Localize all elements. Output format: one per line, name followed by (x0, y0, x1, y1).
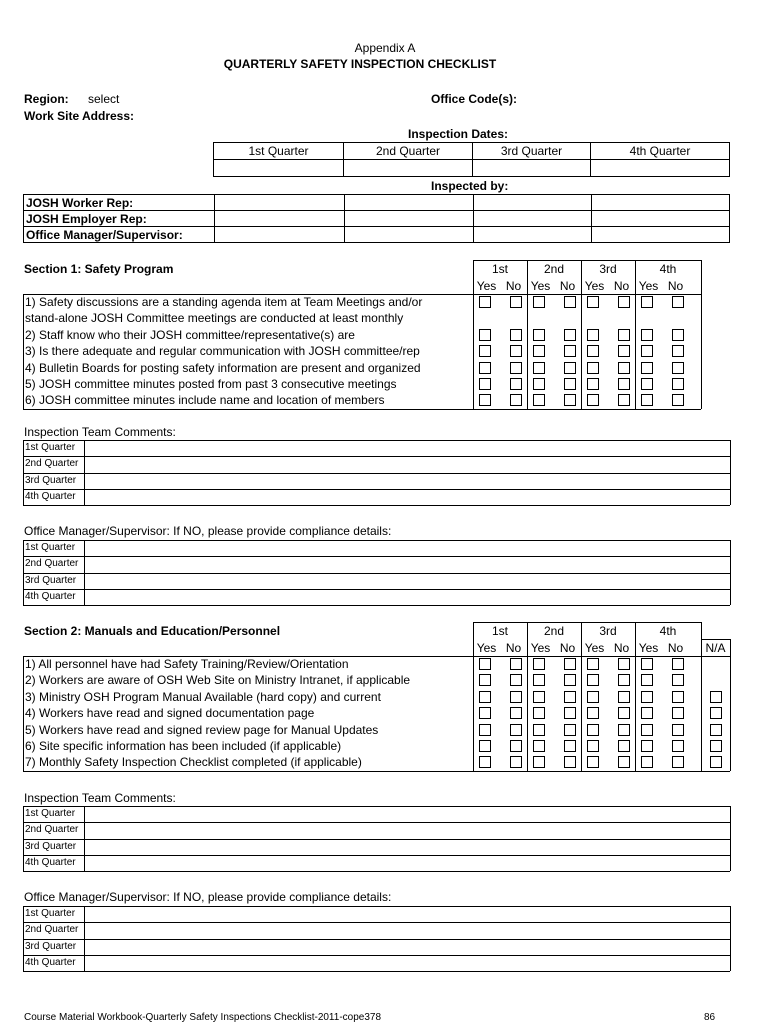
quarter-header: 1st Quarter (214, 143, 344, 160)
quarter-header: 2nd Quarter (344, 143, 473, 160)
yes-checkbox[interactable] (533, 707, 545, 719)
grid-line (23, 294, 24, 409)
grid-line (473, 294, 474, 409)
no-checkbox[interactable] (510, 707, 522, 719)
grid-line (23, 955, 730, 956)
grid-line (84, 540, 85, 605)
grid-line (701, 639, 730, 640)
grid-line (701, 294, 702, 409)
grid-line (527, 656, 528, 771)
grid-line (84, 806, 85, 871)
comment-field[interactable] (84, 906, 730, 922)
na-checkbox[interactable] (710, 740, 722, 752)
yes-checkbox[interactable] (641, 707, 653, 719)
no-checkbox[interactable] (510, 724, 522, 736)
yes-column-header: Yes (638, 641, 659, 655)
no-checkbox[interactable] (672, 674, 684, 686)
no-checkbox[interactable] (564, 658, 576, 670)
yes-checkbox[interactable] (587, 674, 599, 686)
yes-checkbox[interactable] (587, 756, 599, 768)
no-checkbox[interactable] (672, 707, 684, 719)
no-column-header: No (559, 279, 576, 293)
grid-line (23, 440, 24, 505)
no-checkbox[interactable] (618, 674, 630, 686)
grid-line (581, 294, 582, 409)
yes-checkbox[interactable] (587, 740, 599, 752)
no-checkbox[interactable] (672, 329, 684, 341)
inspected-by-label: Inspected by: (431, 179, 509, 193)
grid-line (23, 556, 730, 557)
grid-line (527, 622, 528, 656)
na-checkbox[interactable] (710, 691, 722, 703)
comment-field[interactable] (84, 540, 730, 556)
yes-checkbox[interactable] (479, 394, 491, 406)
no-column-header: No (613, 641, 630, 655)
yes-checkbox[interactable] (533, 378, 545, 390)
date-cell[interactable] (591, 160, 730, 177)
grid-line (635, 656, 636, 771)
no-checkbox[interactable] (618, 296, 630, 308)
no-column-header: No (559, 641, 576, 655)
no-checkbox[interactable] (618, 378, 630, 390)
no-checkbox[interactable] (618, 724, 630, 736)
grid-line (473, 260, 701, 261)
no-checkbox[interactable] (564, 394, 576, 406)
yes-checkbox[interactable] (479, 756, 491, 768)
grid-line (23, 409, 701, 410)
yes-checkbox[interactable] (641, 378, 653, 390)
yes-column-header: Yes (476, 641, 497, 655)
page-number: 86 (704, 1012, 716, 1023)
section1-team-comments-label: Inspection Team Comments: (24, 425, 176, 439)
yes-checkbox[interactable] (533, 740, 545, 752)
grid-line (23, 939, 730, 940)
yes-checkbox[interactable] (587, 724, 599, 736)
checklist-item: stand-alone JOSH Committee meetings are conducted at least monthly (25, 311, 404, 326)
comment-field[interactable] (84, 839, 730, 855)
section2-team-comments-label: Inspection Team Comments: (24, 791, 176, 805)
rep-cell[interactable] (345, 195, 474, 211)
rep-cell[interactable] (215, 227, 345, 243)
no-checkbox[interactable] (672, 296, 684, 308)
yes-checkbox[interactable] (533, 296, 545, 308)
yes-checkbox[interactable] (587, 658, 599, 670)
checklist-item: 5) Workers have read and signed review page for Manual Updates (25, 722, 379, 737)
yes-checkbox[interactable] (641, 674, 653, 686)
comment-field[interactable] (84, 489, 730, 505)
grid-line (23, 806, 24, 871)
grid-line (23, 806, 730, 807)
grid-line (23, 656, 24, 771)
grid-line (23, 440, 730, 441)
date-cell[interactable] (214, 160, 344, 177)
yes-checkbox[interactable] (533, 724, 545, 736)
yes-checkbox[interactable] (587, 707, 599, 719)
comment-field[interactable] (84, 955, 730, 971)
inspection-dates-label: Inspection Dates: (408, 127, 509, 141)
rep-cell[interactable] (215, 195, 345, 211)
comment-field[interactable] (84, 573, 730, 589)
grid-line (473, 656, 474, 771)
inspection-dates-table (213, 142, 730, 177)
grid-line (473, 622, 701, 623)
yes-checkbox[interactable] (641, 658, 653, 670)
comment-quarter-label: 1st Quarter (25, 808, 76, 819)
region-select[interactable]: select (88, 92, 120, 106)
rep-cell[interactable] (215, 211, 345, 227)
no-checkbox[interactable] (672, 362, 684, 374)
grid-line (23, 540, 730, 541)
yes-checkbox[interactable] (479, 296, 491, 308)
yes-checkbox[interactable] (479, 740, 491, 752)
yes-checkbox[interactable] (587, 329, 599, 341)
yes-checkbox[interactable] (587, 296, 599, 308)
no-column-header: No (667, 279, 684, 293)
grid-line (635, 294, 636, 409)
comment-quarter-label: 3rd Quarter (25, 474, 77, 486)
no-checkbox[interactable] (618, 756, 630, 768)
comment-quarter-label: 1st Quarter (25, 908, 76, 919)
grid-line (23, 540, 24, 605)
comment-quarter-label: 2nd Quarter (25, 824, 79, 836)
checklist-item: 6) Site specific information has been included (if applicable) (25, 739, 342, 753)
no-checkbox[interactable] (510, 394, 522, 406)
no-column-header: No (505, 641, 522, 655)
work-site-label: Work Site Address: (24, 109, 135, 123)
yes-checkbox[interactable] (479, 658, 491, 670)
grid-line (23, 871, 730, 872)
checklist-item: 1) Safety discussions are a standing agenda item at Team Meetings and/or (25, 295, 423, 309)
yes-checkbox[interactable] (479, 378, 491, 390)
no-checkbox[interactable] (510, 296, 522, 308)
no-checkbox[interactable] (672, 658, 684, 670)
no-checkbox[interactable] (564, 296, 576, 308)
no-column-header: No (613, 279, 630, 293)
comment-quarter-label: 1st Quarter (25, 442, 76, 453)
grid-line (23, 589, 730, 590)
comment-field[interactable] (84, 556, 730, 572)
yes-checkbox[interactable] (587, 394, 599, 406)
grid-line (84, 440, 85, 505)
yes-checkbox[interactable] (479, 362, 491, 374)
comment-field[interactable] (84, 855, 730, 871)
yes-checkbox[interactable] (533, 345, 545, 357)
checklist-item: 1) All personnel have had Safety Training/Review/Orientation (25, 657, 349, 671)
yes-checkbox[interactable] (533, 674, 545, 686)
na-checkbox[interactable] (710, 707, 722, 719)
yes-checkbox[interactable] (479, 707, 491, 719)
comment-field[interactable] (84, 939, 730, 955)
grid-line (23, 855, 730, 856)
comment-quarter-label: 4th Quarter (25, 956, 76, 968)
comment-field[interactable] (84, 473, 730, 489)
quarter-column-header: 2nd (543, 624, 565, 638)
no-checkbox[interactable] (510, 329, 522, 341)
rep-cell[interactable] (474, 227, 592, 243)
na-checkbox[interactable] (710, 724, 722, 736)
comment-field[interactable] (84, 922, 730, 938)
rep-label: JOSH Worker Rep: (24, 195, 215, 211)
yes-checkbox[interactable] (533, 329, 545, 341)
grid-line (581, 622, 582, 656)
grid-line (527, 294, 528, 409)
quarter-column-header: 1st (491, 624, 508, 638)
no-checkbox[interactable] (564, 756, 576, 768)
grid-line (527, 260, 528, 294)
comment-field[interactable] (84, 589, 730, 605)
no-checkbox[interactable] (672, 691, 684, 703)
yes-checkbox[interactable] (533, 362, 545, 374)
quarter-column-header: 1st (491, 262, 508, 276)
no-checkbox[interactable] (618, 329, 630, 341)
checklist-item: 4) Workers have read and signed documentation page (25, 706, 315, 721)
no-checkbox[interactable] (618, 345, 630, 357)
no-checkbox[interactable] (564, 724, 576, 736)
no-checkbox[interactable] (618, 394, 630, 406)
checklist-item: 4) Bulletin Boards for posting safety information are present and organized (25, 360, 421, 375)
yes-column-header: Yes (584, 279, 605, 293)
yes-checkbox[interactable] (641, 724, 653, 736)
grid-line (23, 906, 730, 907)
no-checkbox[interactable] (672, 378, 684, 390)
no-checkbox[interactable] (618, 691, 630, 703)
comment-field[interactable] (84, 806, 730, 822)
yes-checkbox[interactable] (587, 345, 599, 357)
no-checkbox[interactable] (510, 674, 522, 686)
yes-checkbox[interactable] (479, 345, 491, 357)
no-checkbox[interactable] (564, 378, 576, 390)
inspected-by-table (23, 194, 730, 243)
rep-cell[interactable] (474, 211, 592, 227)
yes-column-header: Yes (584, 641, 605, 655)
yes-column-header: Yes (638, 279, 659, 293)
quarter-column-header: 3rd (599, 262, 617, 276)
no-checkbox[interactable] (510, 658, 522, 670)
section2-title: Section 2: Manuals and Education/Personnel (24, 624, 281, 638)
grid-line (473, 260, 474, 294)
comment-quarter-label: 2nd Quarter (25, 458, 79, 470)
grid-line (701, 260, 702, 294)
grid-line (23, 473, 730, 474)
section1-title: Section 1: Safety Program (24, 262, 174, 276)
rep-label: Office Manager/Supervisor: (24, 227, 215, 243)
no-checkbox[interactable] (672, 756, 684, 768)
no-checkbox[interactable] (618, 362, 630, 374)
no-checkbox[interactable] (564, 329, 576, 341)
checklist-item: 3) Ministry OSH Program Manual Available (hard copy) and current (25, 689, 381, 704)
no-checkbox[interactable] (618, 740, 630, 752)
grid-line (23, 771, 730, 772)
yes-checkbox[interactable] (479, 691, 491, 703)
rep-cell[interactable] (592, 227, 730, 243)
na-checkbox[interactable] (710, 756, 722, 768)
comment-field[interactable] (84, 440, 730, 456)
comment-quarter-label: 3rd Quarter (25, 840, 77, 852)
yes-checkbox[interactable] (533, 394, 545, 406)
yes-checkbox[interactable] (641, 296, 653, 308)
comment-quarter-label: 4th Quarter (25, 590, 76, 602)
checklist-item: 3) Is there adequate and regular communication with JOSH committee/rep (25, 344, 420, 359)
no-checkbox[interactable] (564, 345, 576, 357)
no-checkbox[interactable] (510, 691, 522, 703)
quarter-column-header: 4th (659, 262, 677, 276)
no-column-header: No (505, 279, 522, 293)
grid-line (730, 440, 731, 505)
no-checkbox[interactable] (510, 345, 522, 357)
yes-checkbox[interactable] (641, 740, 653, 752)
no-checkbox[interactable] (672, 394, 684, 406)
no-checkbox[interactable] (618, 658, 630, 670)
checklist-item: 7) Monthly Safety Inspection Checklist completed (if applicable) (25, 755, 362, 770)
yes-column-header: Yes (530, 641, 551, 655)
grid-line (84, 906, 85, 971)
no-checkbox[interactable] (672, 740, 684, 752)
comment-field[interactable] (84, 456, 730, 472)
grid-line (23, 839, 730, 840)
quarter-header: 3rd Quarter (473, 143, 591, 160)
grid-line (473, 622, 474, 656)
comment-quarter-label: 2nd Quarter (25, 558, 79, 570)
comment-quarter-label: 3rd Quarter (25, 940, 77, 952)
comment-quarter-label: 2nd Quarter (25, 924, 79, 936)
rep-cell[interactable] (592, 211, 730, 227)
yes-column-header: Yes (476, 279, 497, 293)
rep-label: JOSH Employer Rep: (24, 211, 215, 227)
no-checkbox[interactable] (564, 707, 576, 719)
no-column-header: No (667, 641, 684, 655)
na-column-header: N/A (705, 641, 726, 655)
grid-line (23, 906, 24, 971)
rep-cell[interactable] (474, 195, 592, 211)
grid-line (730, 540, 731, 605)
quarter-column-header: 4th (659, 624, 677, 638)
section2-manager-label: Office Manager/Supervisor: If NO, please provide compliance details: (24, 890, 392, 904)
grid-line (23, 456, 730, 457)
section1-manager-label: Office Manager/Supervisor: If NO, please provide compliance details: (24, 524, 392, 538)
region-label: Region: (24, 92, 69, 106)
yes-checkbox[interactable] (641, 394, 653, 406)
grid-line (23, 489, 730, 490)
no-checkbox[interactable] (510, 378, 522, 390)
checklist-item: 2) Staff know who their JOSH committee/representative(s) are (25, 327, 355, 342)
yes-checkbox[interactable] (533, 756, 545, 768)
yes-checkbox[interactable] (641, 362, 653, 374)
checklist-item: 5) JOSH committee minutes posted from past 3 consecutive meetings (25, 377, 397, 391)
no-checkbox[interactable] (564, 691, 576, 703)
yes-checkbox[interactable] (641, 756, 653, 768)
quarter-column-header: 2nd (543, 262, 565, 276)
date-cell[interactable] (344, 160, 473, 177)
grid-line (23, 505, 730, 506)
yes-checkbox[interactable] (533, 658, 545, 670)
grid-line (23, 573, 730, 574)
yes-checkbox[interactable] (479, 329, 491, 341)
grid-line (730, 639, 731, 771)
yes-checkbox[interactable] (587, 378, 599, 390)
yes-column-header: Yes (530, 279, 551, 293)
no-checkbox[interactable] (564, 740, 576, 752)
office-codes-label: Office Code(s): (431, 92, 518, 106)
yes-checkbox[interactable] (533, 691, 545, 703)
comment-quarter-label: 4th Quarter (25, 490, 76, 502)
grid-line (23, 822, 730, 823)
comment-quarter-label: 4th Quarter (25, 856, 76, 868)
quarter-header: 4th Quarter (591, 143, 730, 160)
no-checkbox[interactable] (672, 724, 684, 736)
grid-line (635, 260, 636, 294)
grid-line (701, 656, 702, 771)
footer-text: Course Material Workbook-Quarterly Safety Inspections Checklist-2011-cope378 (24, 1012, 382, 1023)
rep-cell[interactable] (345, 227, 474, 243)
no-checkbox[interactable] (564, 362, 576, 374)
date-cell[interactable] (473, 160, 591, 177)
yes-checkbox[interactable] (641, 691, 653, 703)
yes-checkbox[interactable] (587, 362, 599, 374)
rep-cell[interactable] (592, 195, 730, 211)
no-checkbox[interactable] (510, 740, 522, 752)
no-checkbox[interactable] (510, 362, 522, 374)
grid-line (730, 906, 731, 971)
grid-line (581, 656, 582, 771)
comment-quarter-label: 1st Quarter (25, 542, 76, 553)
no-checkbox[interactable] (510, 756, 522, 768)
yes-checkbox[interactable] (479, 674, 491, 686)
grid-line (581, 260, 582, 294)
no-checkbox[interactable] (564, 674, 576, 686)
no-checkbox[interactable] (672, 345, 684, 357)
appendix-label: Appendix A (354, 41, 416, 55)
rep-cell[interactable] (345, 211, 474, 227)
yes-checkbox[interactable] (479, 724, 491, 736)
comment-field[interactable] (84, 822, 730, 838)
yes-checkbox[interactable] (587, 691, 599, 703)
grid-line (730, 806, 731, 871)
comment-quarter-label: 3rd Quarter (25, 574, 77, 586)
yes-checkbox[interactable] (641, 329, 653, 341)
checklist-item: 6) JOSH committee minutes include name and location of members (25, 393, 385, 408)
grid-line (23, 605, 730, 606)
yes-checkbox[interactable] (641, 345, 653, 357)
page-title: QUARTERLY SAFETY INSPECTION CHECKLIST (223, 57, 497, 71)
grid-line (23, 922, 730, 923)
checklist-item: 2) Workers are aware of OSH Web Site on Ministry Intranet, if applicable (25, 673, 411, 688)
no-checkbox[interactable] (618, 707, 630, 719)
grid-line (23, 971, 730, 972)
quarter-column-header: 3rd (599, 624, 617, 638)
grid-line (635, 622, 636, 656)
